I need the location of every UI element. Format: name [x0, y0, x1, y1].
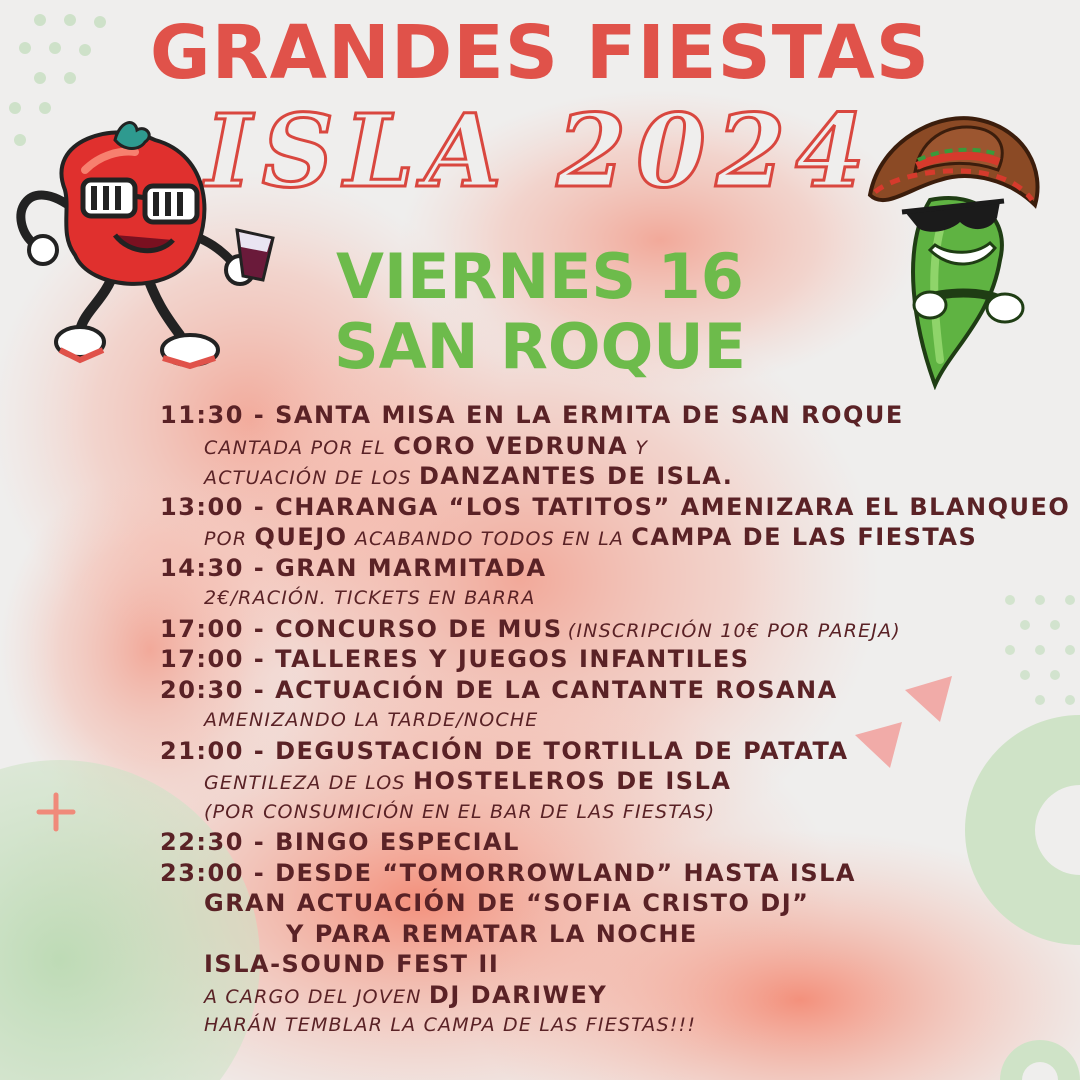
event-detail: Y — [628, 436, 649, 459]
event-highlight: ISLA-SOUND FEST II — [204, 950, 500, 978]
event-title: ACTUACIÓN DE LA CANTANTE ROSANA — [275, 675, 838, 704]
pepper-mariachi-mascot-icon — [860, 100, 1045, 390]
event-highlight: “SOFIA CRISTO DJ” — [526, 889, 810, 917]
program-line — [160, 919, 1060, 950]
program-line — [160, 797, 1060, 828]
event-time: 22:30 — [160, 828, 244, 856]
event-title: SANTA MISA EN LA ERMITA DE SAN ROQUE — [275, 401, 904, 429]
program-line — [160, 736, 1060, 767]
program-line — [160, 858, 1060, 889]
event-highlight: DANZANTES DE ISLA. — [418, 462, 734, 490]
program-line — [160, 400, 1060, 431]
program-line — [160, 644, 1060, 675]
poster-year-title: ISLA 2024 — [204, 92, 876, 210]
event-highlight: Y PARA REMATAR LA NOCHE — [286, 919, 698, 948]
program-line — [160, 675, 1060, 706]
time-separator: - — [243, 553, 276, 582]
program-line — [160, 553, 1060, 584]
event-title: BINGO ESPECIAL — [275, 828, 520, 856]
event-detail: POR — [204, 528, 255, 550]
event-highlight: CAMPA DE LAS FIESTAS — [631, 523, 978, 551]
program-line — [160, 1010, 1060, 1041]
event-title: CHARANGA “LOS TATITOS” AMENIZARA EL BLANQUEO — [275, 492, 1071, 521]
day-subtitle: SAN ROQUE — [334, 310, 746, 383]
time-separator: - — [243, 828, 276, 856]
time-separator: - — [243, 736, 276, 765]
event-highlight: GRAN ACTUACIÓN DE — [204, 889, 527, 917]
event-detail: AMENIZANDO LA TARDE/NOCHE — [204, 709, 539, 731]
event-time: 13:00 — [160, 492, 244, 521]
event-time: 14:30 — [160, 553, 244, 582]
event-detail: ACTUACIÓN DE LOS — [204, 467, 419, 489]
event-title: DESDE “TOMORROWLAND” HASTA ISLA — [275, 858, 856, 887]
program-line — [160, 949, 1060, 980]
event-detail: 2€/RACIÓN. TICKETS EN BARRA — [204, 587, 536, 609]
program-line — [160, 614, 1060, 645]
program-line — [160, 766, 1060, 797]
event-detail: ACABANDO TODOS EN LA — [347, 528, 632, 550]
tomato-mascot-icon — [5, 110, 280, 375]
program-line — [160, 705, 1060, 736]
program-line — [160, 827, 1060, 858]
event-title: DEGUSTACIÓN DE TORTILLA DE PATATA — [275, 736, 849, 765]
event-title: TALLERES Y JUEGOS INFANTILES — [275, 645, 750, 673]
event-time: 23:00 — [160, 858, 244, 887]
poster-title: GRANDES FIESTAS — [149, 10, 931, 96]
program-line — [160, 583, 1060, 614]
event-detail: HARÁN TEMBLAR LA CAMPA DE LAS FIESTAS!!! — [204, 1014, 697, 1036]
time-separator: - — [243, 858, 276, 887]
event-time: 21:00 — [160, 736, 244, 765]
program-line — [160, 431, 1060, 462]
program-line — [160, 980, 1060, 1011]
program-line — [160, 492, 1071, 523]
time-separator: - — [243, 492, 276, 521]
program-line — [160, 888, 1060, 919]
event-detail: GENTILEZA DE LOS — [204, 772, 413, 794]
time-separator: - — [243, 614, 276, 643]
event-title: CONCURSO DE MUS — [275, 614, 563, 643]
time-separator: - — [243, 401, 276, 429]
event-time: 11:30 — [160, 401, 244, 429]
event-note: (INSCRIPCIÓN 10€ POR PAREJA) — [567, 619, 901, 642]
event-time: 17:00 — [160, 614, 244, 643]
program-list — [160, 400, 1071, 1041]
event-highlight: DJ DARIWEY — [428, 980, 608, 1009]
day-title: VIERNES 16 — [336, 240, 744, 313]
event-highlight: CORO VEDRUNA — [393, 431, 629, 460]
event-title: GRAN MARMITADA — [275, 553, 547, 582]
event-highlight: HOSTELEROS DE ISLA — [412, 767, 732, 795]
event-time: 20:30 — [160, 675, 244, 704]
event-time: 17:00 — [160, 645, 244, 673]
program-line — [160, 461, 1060, 492]
event-detail: CANTADA POR EL — [204, 436, 394, 459]
event-detail: (POR CONSUMICIÓN EN EL BAR DE LAS FIESTAS) — [204, 800, 716, 823]
time-separator: - — [243, 675, 276, 704]
time-separator: - — [243, 645, 276, 673]
event-detail: A CARGO DEL JOVEN — [204, 985, 429, 1008]
program-line — [160, 522, 1060, 553]
event-highlight: QUEJO — [254, 523, 348, 551]
